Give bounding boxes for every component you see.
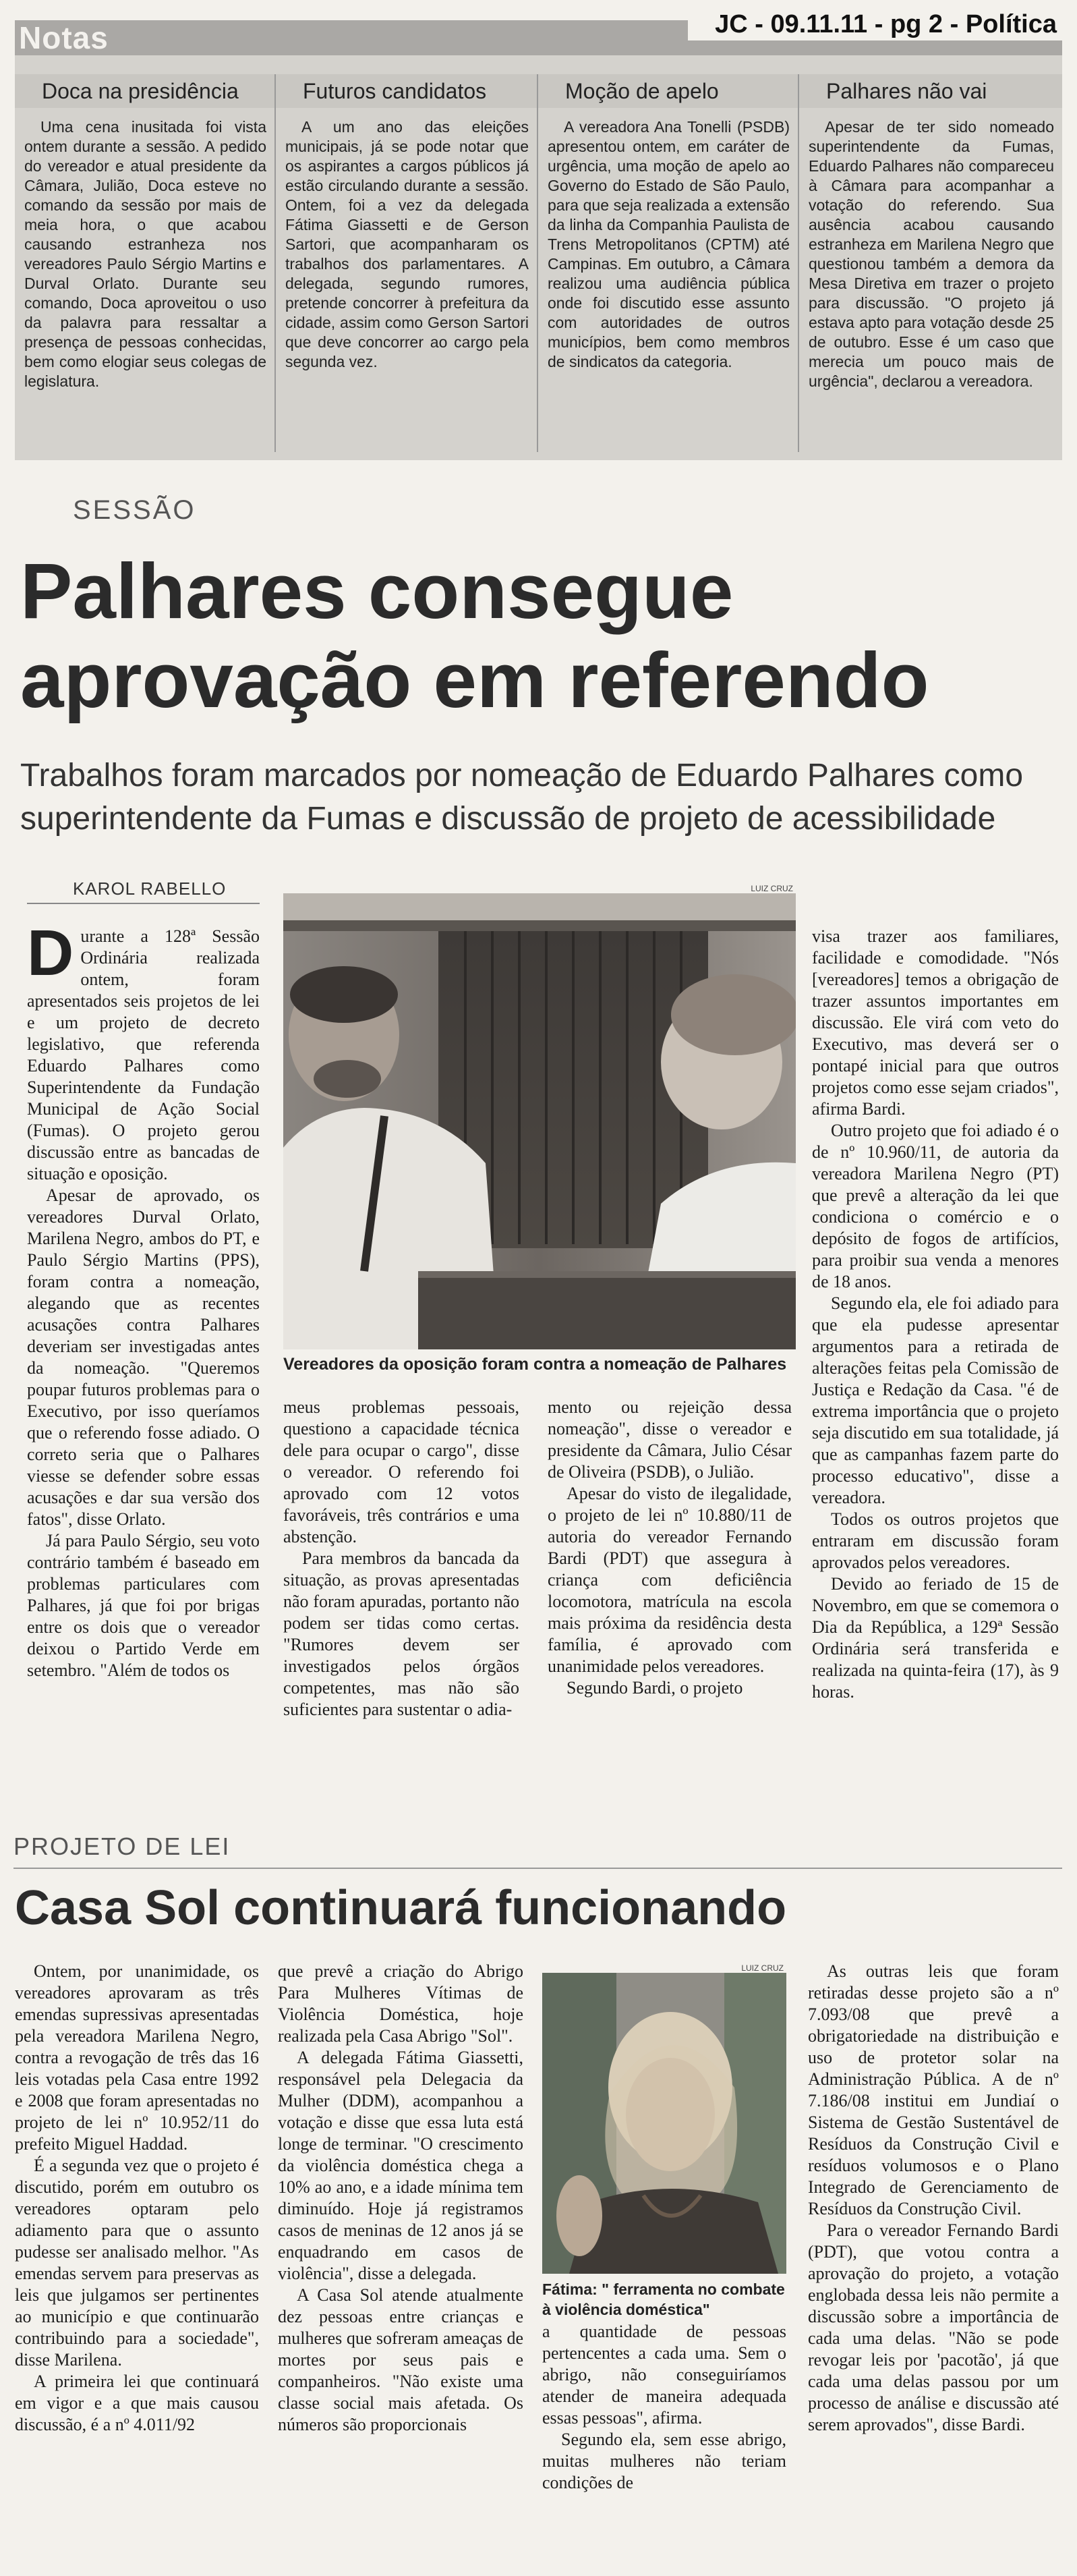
note-body: A vereadora Ana Tonelli (PSDB) apresentou ontem, em caráter de urgência, uma moção de apelo ao Governo do Estado de São Paulo, para que seja realizada a extensão da linha da Companhia Paulista de Trens Metropolitanos (CPTM) até Campinas. Em outubro, a Câmara realizou uma audiência pública onde foi discutido esse assunto com autoridades de outros municípios, bem como membros de sindicatos da categoria. <box>548 118 790 370</box>
photo-caption: Fátima: " ferramenta no combate à violência doméstica" <box>542 2280 785 2318</box>
article-headline <box>20 547 1032 725</box>
article-column <box>548 1397 792 1761</box>
note-body: Uma cena inusitada foi vista ontem durante a sessão. A pedido do vereador e atual presidente da Câmara, Julião, Doca esteve no comando da sessão por mais de meia hora, o que acabou causando estranheza nos vereadores Paulo Sérgio Martins e Durval Orlato. Durante seu comando, Doca aproveitou o uso da palavra para ressaltar a presença de pessoas conhecidas, bem como elogiar seus colegas de legislatura. <box>24 118 266 390</box>
photo-vereadores <box>283 884 796 1349</box>
note-candidatos <box>276 74 537 452</box>
drop-cap: D <box>27 926 74 989</box>
note-palhares <box>799 74 1062 452</box>
photo-image <box>542 1973 786 2274</box>
article-kicker: SESSÃO <box>73 495 196 525</box>
paragraph: Segundo Bardi, o projeto <box>566 1678 743 1698</box>
paragraph: que prevê a criação do Abrigo Para Mulheres Vítimas de Violência Doméstica, hoje realizada pela Casa Abrigo "Sol". <box>278 1961 523 2046</box>
byline: KAROL RABELLO <box>73 878 227 899</box>
photo-credit: LUIZ CRUZ <box>741 1963 784 1973</box>
paragraph: Segundo ela, ele foi adiado para que ela pudesse apresentar argumentos para a retirada de alterações feitas pela Comissão de Justiça e Redação da Casa. "é de extrema importância que o projeto seja discutido em sua totalidade, já que as campanhas fazem parte do processo educativo", disse a vereadora. <box>812 1293 1059 1507</box>
paragraph: É a segunda vez que o projeto é discutido, porém em outubro os vereadores optaram pelo adiamento para que o assunto pudesse ser analisado melhor. "As emendas servem para preservas as leis que julgamos ser pertinentes ao município e que continuarão contribuindo para a sociedade", disse Marilena. <box>15 2156 259 2370</box>
paragraph: Segundo ela, sem esse abrigo, muitas mulheres não teriam condições de <box>542 2430 786 2492</box>
headline-line: aprovação em referendo <box>20 636 929 724</box>
note-doca <box>15 74 274 452</box>
note-title: Palhares não vai <box>799 74 1062 108</box>
article-column <box>542 2321 786 2571</box>
article-column <box>808 1961 1059 2568</box>
paragraph: mento ou rejeição dessa nomeação", disse o vereador e presidente da Câmara, Julio César de Oliveira (PSDB), o Julião. <box>548 1397 792 1482</box>
paragraph: As outras leis que foram retiradas desse projeto são a nº 7.093/08 que prevê a obrigatoriedade na distribuição e uso de protetor solar na Administração Pública. A de nº 7.186/08 institui em Jundiaí o Sistema de Gestão Sustentável de Resíduos da Construção Civil e resíduos volumosos e o Plano Integrado de Gerenciamento de Resíduos da Construção Civil. <box>808 1961 1059 2218</box>
note-body: Apesar de ter sido nomeado superintendente da Fumas, Eduardo Palhares não compareceu à Câmara para acompanhar a votação do referendo. Sua ausência acabou causando estranheza em Marilena Negro que questionou também a demora da Mesa Diretiva em trazer o projeto para discussão. "O projeto já estava apto para votação desde 25 de outubro. Esse é um caso que merecia um pouco mais de urgência", declarou a vereadora. <box>809 118 1054 390</box>
paragraph: Para membros da bancada da situação, as provas apresentadas não foram apuradas, portanto não podem ser tidas como certas. "Rumores devem ser investigados pelos órgãos competentes, mas não são suficientes para sustentar o adia- <box>283 1548 519 1719</box>
paragraph: Já para Paulo Sérgio, seu voto contrário também é baseado em problemas particulares com Palhares, já que foi por brigas entre os dois que o vereador deixou o Partido Verde em setembro. "Além de todos os <box>27 1531 260 1680</box>
paragraph: visa trazer aos familiares, facilidade e comodidade. "Nós [vereadores] temos a obrigação de trazer assuntos importantes em discussão. Ele virá com veto do Executivo, mas deverá ser o pontapé inicial para que outros projetos como esse sejam criados", afirma Bardi. <box>812 926 1059 1119</box>
byline-rule <box>27 903 260 904</box>
article-headline: Casa Sol continuará funcionando <box>15 1881 787 1935</box>
paragraph: Outro projeto que foi adiado é o de nº 10.960/11, de autoria da vereadora Marilena Negro (PT) que prevê a alteração da lei que condiciona o comércio e o depósito de fogos de artifícios, para proibir sua venda a menores de 18 anos. <box>812 1121 1059 1291</box>
paragraph: Todos os outros projetos que entraram em discussão foram aprovados pelos vereadores. <box>812 1509 1059 1572</box>
article-column <box>15 1961 259 2568</box>
paragraph: meus problemas pessoais, questiono a capacidade técnica dele para ocupar o cargo", disse o vereador. O referendo foi aprovado com 12 votos favoráveis, três contrários e uma abstenção. <box>283 1397 519 1546</box>
headline-line: Palhares consegue <box>20 547 734 635</box>
paragraph: Para o vereador Fernando Bardi (PDT), que votou contra a aprovação do projeto, a votação englobada dessa leis não permite a discussão sobre a importância de cada uma delas. "Não se pode revogar leis por 'pacotão', já que cada uma delas passou por um processo de análise e discussão até serem aprovados", disse Bardi. <box>808 2220 1059 2434</box>
article-column <box>27 926 260 1756</box>
note-mocao <box>538 74 798 452</box>
paragraph: a quantidade de pessoas pertencentes a cada uma. Sem o abrigo, não conseguiríamos atender de maneira adequada essas pessoas", afirma. <box>542 2322 786 2428</box>
photo-caption: Vereadores da oposição foram contra a nomeação de Palhares <box>283 1355 787 1374</box>
paragraph: A delegada Fátima Giassetti, responsável pela Delegacia da Mulher (DDM), acompanhou a votação e disse que essa luta está longe de terminar. "O crescimento da violência doméstica chega a 10% ao ano, e a idade mínima tem diminuído. Hoje já registramos casos de meninas de 12 anos já se enquadrando em casos de violência", disse a delegada. <box>278 2048 523 2283</box>
article-column <box>283 1397 519 1761</box>
edition-info: JC - 09.11.11 - pg 2 - Política <box>688 8 1062 40</box>
note-title: Futuros candidatos <box>276 74 537 108</box>
photo-fatima <box>542 1963 786 2274</box>
article-subheadline: Trabalhos foram marcados por nomeação de Eduardo Palhares como superintendente da Fumas e discussão de projeto de acessibilidade <box>20 758 1024 837</box>
paragraph: Apesar de aprovado, os vereadores Durval Orlato, Marilena Negro, ambos do PT, e Paulo Sérgio Martins (PPS), foram contra a nomeação, alegando que as recentes acusações contra Palhares deveriam ser investigadas antes da nomeação. "Queremos poupar futuros problemas para o Executivo, por isso queríamos que o referendo fosse adiado. O correto seria que o Palhares viesse se defender sobre essas acusações e dar sua versão dos fatos", disse Orlato. <box>27 1185 260 1529</box>
note-title: Doca na presidência <box>15 74 274 108</box>
paragraph: A Casa Sol atende atualmente dez pessoas entre crianças e mulheres que sofreram ameaças de mortes por seus pais e companheiros. "Não existe uma classe social mais afetada. Os números são proporcionais <box>278 2285 523 2434</box>
photo-credit: LUIZ CRUZ <box>751 884 793 893</box>
note-body: A um ano das eleições municipais, já se pode notar que os aspirantes a cargos públicos já estão circulando durante a sessão. Ontem, foi a vez da delegada Fátima Giassetti e de Gerson Sartori, que acompanharam os trabalhos dos parlamentares. A delegada, segundo rumores, pretende concorrer à prefeitura da cidade, assim como Gerson Sartori que deve concorrer ao cargo pela segunda vez. <box>285 118 529 370</box>
section-rule <box>13 1868 1062 1869</box>
paragraph: A primeira lei que continuará em vigor e a que mais causou discussão, é a nº 4.011/92 <box>15 2372 259 2434</box>
photo-image <box>283 893 796 1349</box>
article-column <box>812 926 1059 1762</box>
paragraph: Ontem, por unanimidade, os vereadores aprovaram as três emendas supressivas apresentadas pela vereadora Marilena Negro, contra a revogação de três das 16 leis votadas pela Casa entre 1992 e 2008 que foram apresentadas no projeto de lei nº 10.952/11 do prefeito Miguel Haddad. <box>15 1961 259 2154</box>
paragraph: Devido ao feriado de 15 de Novembro, em que se comemora o Dia da República, a 129ª Sessão Ordinária será transferida e realizada na quinta-feira (17), às 9 horas. <box>812 1574 1059 1702</box>
note-title: Moção de apelo <box>538 74 798 108</box>
article-column <box>278 1961 523 2568</box>
section-label: Notas <box>19 20 109 55</box>
paragraph: urante a 128ª Sessão Ordinária realizada ontem, foram apresentados seis projetos de lei e um projeto de decreto legislativo, que referenda Eduardo Palhares como Superintendente da Fundação Municipal de Ação Social (Fumas). O projeto gerou discussão entre as bancadas de situação e oposição. <box>27 926 260 1183</box>
paragraph: Apesar do visto de ilegalidade, o projeto de lei nº 10.880/11 de autoria do vereador Fernando Bardi (PDT) que assegura à criança com deficiência locomotora, matrícula na escola mais próxima da residência desta família, é aprovado com unanimidade pelos vereadores. <box>548 1484 792 1676</box>
article-kicker: PROJETO DE LEI <box>13 1832 231 1860</box>
